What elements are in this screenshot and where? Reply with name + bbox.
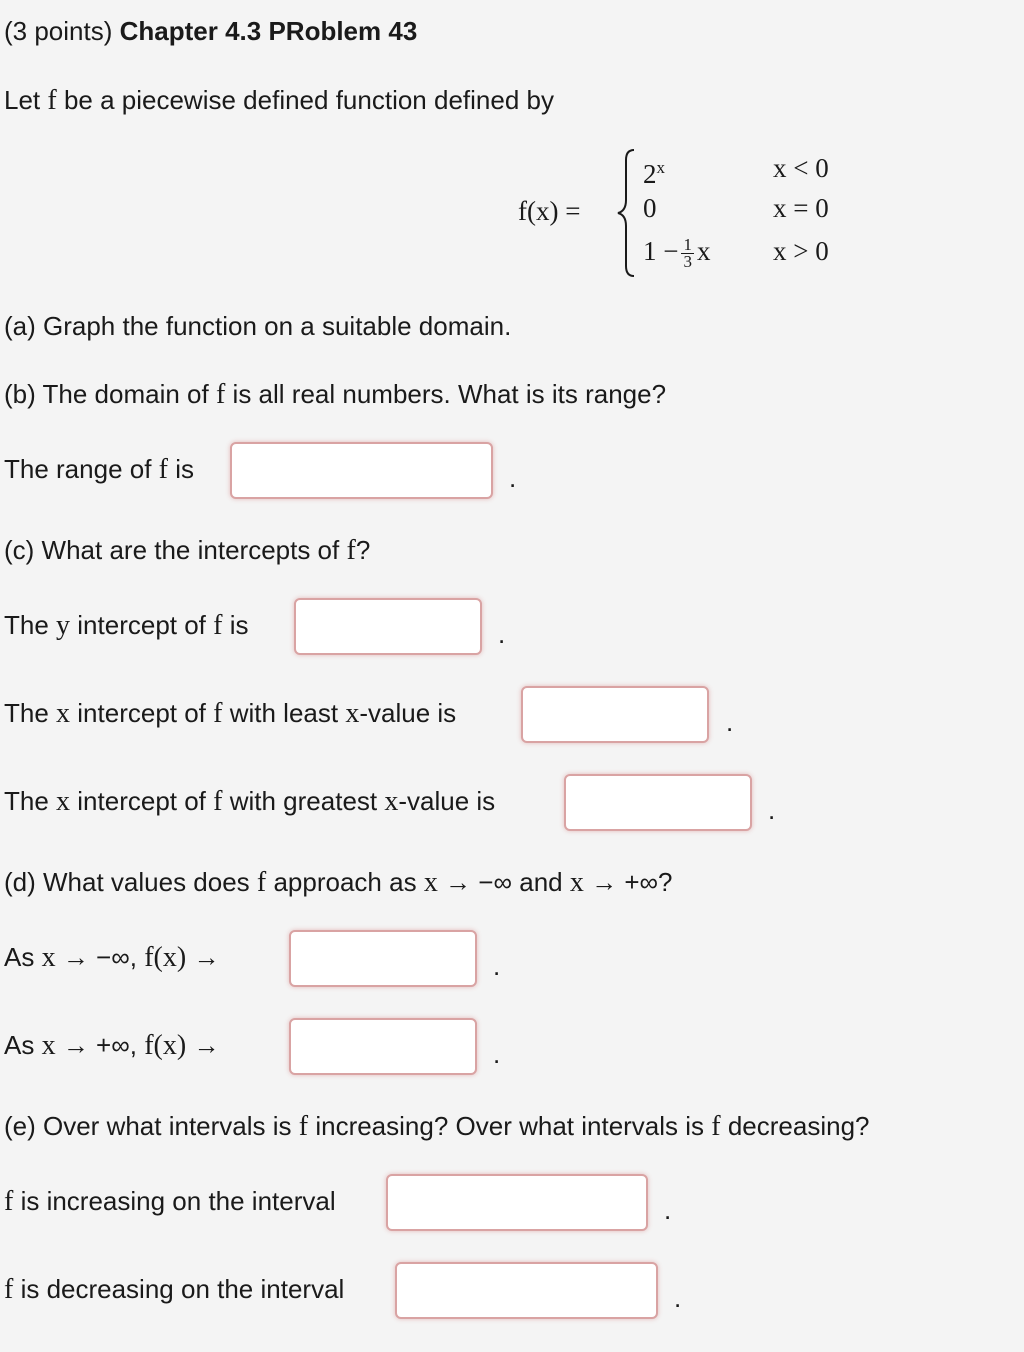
y-int-a: The [4,610,49,640]
x-great-a: The [4,786,49,816]
part-e-question [4,1110,870,1143]
part-d-f: f [256,867,267,898]
range-period: . [509,463,517,493]
intro-suffix: be a piecewise defined function defined by [63,85,554,115]
decreasing-period: . [674,1283,682,1313]
x-great-d: -value is [398,786,496,816]
part-c-f: f [346,535,356,566]
points-label: (3 points) [4,16,113,46]
x-great-b: intercept of [77,786,206,816]
limit-pos-x: x [41,1030,56,1061]
x-intercept-least-label [4,697,456,730]
intro-prefix: Let [4,85,41,115]
increasing-text: is increasing on the interval [20,1186,336,1216]
case-2-cond: x = 0 [773,193,829,223]
part-d-x1: x [423,867,438,898]
increasing-period: . [664,1195,672,1225]
range-label-f: f [158,454,168,485]
limit-neg-label [4,941,219,974]
limit-neg-inf: −∞, [96,942,137,972]
x-great-var2: x [384,786,399,817]
case-2-expr: 0 [643,193,657,223]
increasing-input[interactable] [386,1174,648,1231]
arrow-icon: → [193,1030,220,1060]
increasing-f: f [4,1186,14,1217]
range-label-1: The range of [4,454,152,484]
fraction-numerator: 1 [683,235,692,255]
part-c-q1: (c) What are the intercepts of [4,535,340,565]
part-e-f1: f [298,1111,309,1142]
part-d-pos-inf: +∞? [624,867,673,897]
x-great-var: x [56,786,71,817]
arrow-icon: → [62,942,89,972]
equation-lhs: f(x) = [518,196,581,226]
part-d-q1: (d) What values does [4,867,250,897]
case-3-post: x [696,236,711,266]
y-intercept-period: . [498,619,506,649]
limit-neg-as: As [4,942,35,972]
limit-pos-fx: f(x) [144,1030,187,1061]
x-intercept-least-input[interactable] [521,686,709,743]
y-intercept-label [4,609,249,642]
part-e-q3: decreasing? [727,1111,870,1141]
x-least-d: -value is [359,698,457,728]
limit-pos-period: . [493,1039,501,1069]
increasing-label [4,1185,336,1218]
part-b-q2: is all real numbers. What is its range? [232,379,667,409]
part-c-q2: ? [355,535,371,565]
x-intercept-greatest-label [4,785,495,818]
part-d-neg-inf: −∞ [478,867,512,897]
case-1-cond: x < 0 [773,153,829,183]
limit-neg-fx: f(x) [144,942,187,973]
part-d-and: and [519,867,563,897]
part-b-q1: (b) The domain of [4,379,209,409]
part-b-f: f [215,379,226,410]
fraction-denominator: 3 [683,252,692,272]
range-label-2: is [175,454,195,484]
case-3-cond: x > 0 [773,236,829,266]
part-d-question [4,866,673,899]
part-d-q2: approach as [273,867,417,897]
x-great-f: f [213,786,223,817]
fraction [681,237,694,270]
limit-pos-input[interactable] [289,1018,477,1075]
range-input[interactable] [230,442,493,499]
decreasing-text: is decreasing on the interval [20,1274,345,1304]
part-e-q2: increasing? Over what intervals is [315,1111,705,1141]
y-int-c: is [229,610,249,640]
part-d-x2: x [569,867,584,898]
decreasing-input[interactable] [395,1262,658,1319]
y-int-f: f [213,610,223,641]
intro-f: f [47,85,57,116]
x-great-c: with greatest [229,786,378,816]
case-1-sup: x [656,158,665,177]
range-label [4,453,194,486]
limit-pos-as: As [4,1030,35,1060]
limit-pos-label [4,1029,219,1062]
limit-neg-input[interactable] [289,930,477,987]
intro-text [4,84,554,117]
x-least-a: The [4,698,49,728]
arrow-icon: → [591,867,618,897]
arrow-icon: → [445,867,472,897]
arrow-icon: → [62,1030,89,1060]
case-1-expr [643,153,665,189]
left-brace [614,148,638,278]
limit-pos-inf: +∞, [96,1030,137,1060]
part-e-f2: f [711,1111,721,1142]
x-least-var: x [56,698,71,729]
y-int-b: intercept of [77,610,206,640]
case-3-pre: 1 − [643,236,679,266]
limit-neg-period: . [493,951,501,981]
part-b-question [4,378,666,411]
y-int-var: y [56,610,71,641]
decreasing-label [4,1273,344,1306]
x-intercept-least-period: . [726,707,734,737]
x-intercept-greatest-input[interactable] [564,774,752,831]
case-1-base: 2 [643,159,657,189]
case-3-expr [643,236,710,270]
x-least-c: with least [229,698,339,728]
part-c-question [4,534,370,567]
problem-title: Chapter 4.3 PRoblem 43 [119,16,418,46]
arrow-icon: → [193,942,220,972]
problem-header [4,15,417,47]
x-least-var2: x [345,698,360,729]
x-least-b: intercept of [77,698,206,728]
limit-neg-x: x [41,942,56,973]
part-e-q1: (e) Over what intervals is [4,1111,292,1141]
y-intercept-input[interactable] [294,598,482,655]
x-intercept-greatest-period: . [768,795,776,825]
decreasing-f: f [4,1274,14,1305]
part-a-question: (a) Graph the function on a suitable domain. [4,311,512,341]
x-least-f: f [213,698,223,729]
